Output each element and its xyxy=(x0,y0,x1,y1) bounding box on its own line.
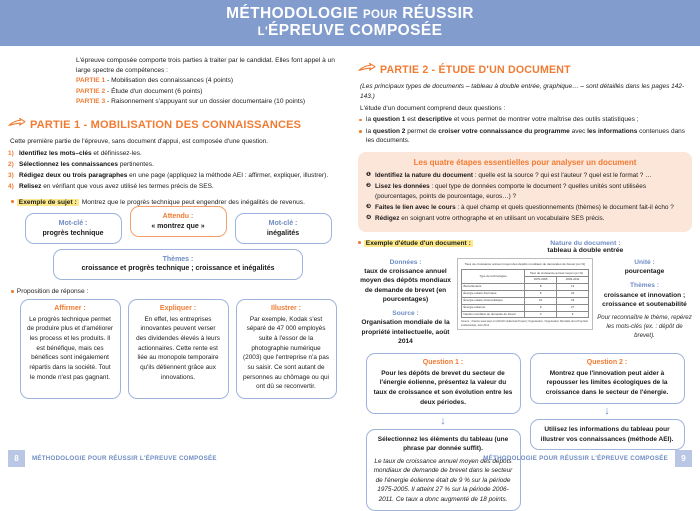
aei-boxes-row xyxy=(8,299,348,399)
doc-example-label: Exemple d'étude d'un document : xyxy=(365,240,471,248)
right-column xyxy=(356,52,692,503)
part2-heading xyxy=(358,61,692,79)
aei-box-expliquer xyxy=(128,299,229,399)
table-row-label: Énergie solaire photovoltaïque xyxy=(462,297,525,304)
intro-label-partie3: PARTIE 3 xyxy=(76,97,106,105)
table-row xyxy=(462,311,589,318)
part1-example-label: Exemple de sujet : xyxy=(18,199,77,207)
page-header xyxy=(0,0,700,46)
four-step-item xyxy=(366,171,684,181)
left-column xyxy=(8,52,356,464)
b2-pre: la xyxy=(366,127,373,135)
four-steps-panel xyxy=(358,152,692,232)
part2-bullet-2 xyxy=(358,127,692,147)
header-word-pour: POUR xyxy=(363,9,398,22)
page-number-right: 9 xyxy=(675,450,692,467)
header-word-l: L' xyxy=(257,26,268,38)
intro-label-partie1: PARTIE 1 xyxy=(76,77,106,85)
intro-label-partie2: PARTIE 2 xyxy=(76,87,106,95)
b1-post: et vous permet de montrer votre maîtrise des outils statistiques ; xyxy=(452,116,639,124)
b2-strong1: question 2 xyxy=(372,127,406,135)
question-box-1 xyxy=(366,353,521,414)
table-row xyxy=(462,284,589,291)
aei-title: Affirmer : xyxy=(54,304,86,312)
intro-line-3 xyxy=(76,97,348,107)
intro-block xyxy=(76,56,348,107)
pointing-hand-icon xyxy=(8,116,26,134)
step-bold: Faites le lien avec le cours xyxy=(375,203,456,211)
table-row-label: Énergie éolienne xyxy=(462,304,525,311)
question-body: Montrez que l'innovation peut aider à repousser les limites écologiques de la croissance dans le secteur de l'énergie. xyxy=(545,369,669,397)
part2-intro: L'étude d'un document comprend deux questions : xyxy=(360,104,506,112)
part1-intro: Cette première partie de l'épreuve, sans document d'appui, est composée d'une question. xyxy=(10,138,269,146)
step-rest: : quel type de données comporte le document ? quelles unités sont utilisées (pourcentages, points de pourcentage, euros…) ? xyxy=(375,183,647,200)
doc-example-label-row xyxy=(358,240,473,247)
table-header-row xyxy=(462,270,589,277)
footer-text-right: MÉTHODOLOGIE POUR RÉUSSIR L'ÉPREUVE COMPOSÉE xyxy=(483,455,668,462)
table-period-2: 2006-2011 xyxy=(557,277,589,284)
step-rest: et définissez-les. xyxy=(91,149,142,157)
step-marker: ❹ xyxy=(366,214,372,221)
part1-title: PARTIE 1 - MOBILISATION DES CONNAISSANCES xyxy=(30,119,302,132)
step-rest: en une page (appliquez la méthode AEI : affirmer, expliquer, illustrer). xyxy=(127,171,329,179)
table-cell-v2: 24 xyxy=(557,290,589,297)
part1-step xyxy=(8,171,348,181)
table-row-label: Énergie solaire thermique xyxy=(462,290,525,297)
table-row-label: Dépôts mondiaux de demande de brevet xyxy=(462,311,525,318)
question-title: Question 1 : xyxy=(422,359,464,367)
keyword-right-value: inégalités xyxy=(266,229,300,237)
step-number: 4) xyxy=(8,183,14,191)
proposal-label-row xyxy=(11,288,348,295)
b2-mid: permet de xyxy=(405,127,439,135)
part1-step xyxy=(8,160,348,170)
answer-title: Sélectionnez les éléments du tableau (une phrase par donnée suffit). xyxy=(377,435,509,453)
footer-left xyxy=(8,450,217,467)
four-steps-title: Les quatre étapes essentielles pour analyser un document xyxy=(413,158,637,167)
table-cell-v1: 9 xyxy=(525,304,557,311)
b1-strong1: question 1 xyxy=(372,116,406,124)
themes-value: croissance et progrès technique ; croissance et inégalités xyxy=(81,265,275,273)
part1-step xyxy=(8,182,348,192)
page-number-left: 8 xyxy=(8,450,25,467)
intro-text-partie3: - Raisonnement s'appuyant sur un dossier documentaire (10 points) xyxy=(105,97,306,105)
step-rest: : à quel champ et quels questionnements (thèmes) le document fait-il écho ? xyxy=(455,203,674,211)
aei-body: En effet, les entreprises innovantes peuvent verser des dividendes élevés à leurs actionnaires. Cette rente est liée au monopole temporaire qu'ils détiennent grâce aux innovations. xyxy=(136,315,220,381)
table-grid xyxy=(461,269,589,318)
themes-box xyxy=(53,249,303,280)
table-title: Taux de croissance annuel moyen des dépôts mondiaux de demandes de brevet (en %) xyxy=(464,262,586,267)
doc-theme-caption: Thèmes : xyxy=(630,282,659,290)
part2-bullet-1 xyxy=(358,115,692,125)
table-cell-v2: 6 xyxy=(557,311,589,318)
keyword-right-caption: Mot-clé : xyxy=(268,220,298,228)
pointing-hand-icon xyxy=(358,61,376,79)
table-cell-v2: 13 xyxy=(557,284,589,291)
b1-pre: la xyxy=(366,116,373,124)
intro-lead: L'épreuve composée comporte trois parties à traiter par le candidat. Elles font appel à un large spectre de compétences : xyxy=(76,57,335,75)
keyword-left-value: progrès technique xyxy=(42,229,104,237)
arrow-down-icon: ↓ xyxy=(604,404,610,417)
question-body: Pour les dépôts de brevet du secteur de l'énergie éolienne, présentez la valeur du taux de croissance et son évolution entre les deux périodes. xyxy=(373,369,513,406)
table-cell-v1: 3 xyxy=(525,311,557,318)
keyword-box-left xyxy=(25,213,122,244)
table-row xyxy=(462,304,589,311)
doc-source-value: Organisation mondiale de la propriété intellectuelle, août 2014 xyxy=(361,319,450,345)
page-footer xyxy=(0,444,700,470)
table-row xyxy=(462,297,589,304)
table-cell-v1: 10 xyxy=(525,297,557,304)
footer-right xyxy=(483,450,692,467)
part1-heading xyxy=(8,116,348,134)
doc-nature-caption: Nature du document : xyxy=(550,240,621,248)
four-step-item xyxy=(366,214,684,224)
part2-italic-note: (Les principaux types de documents – tableau à double entrée, graphique… – sont détaillés dans les pages 142-143.) xyxy=(360,83,685,100)
question-box-2 xyxy=(530,353,685,404)
b1-strong2: descriptive xyxy=(417,116,453,124)
doc-source-caption: Source : xyxy=(392,310,419,318)
part2-bullets xyxy=(358,115,692,146)
doc-analysis-row xyxy=(358,258,692,346)
footer-text-left: MÉTHODOLOGIE POUR RÉUSSIR L'ÉPREUVE COMPOSÉE xyxy=(32,455,217,462)
table-source: Source : d'après www.wipo.int (World Intellectual Property Organisation, Organisation Mondiale de la Propriété intellectuelle), août 2014. xyxy=(461,320,588,327)
proposal-label: Proposition de réponse : xyxy=(16,287,89,295)
page-body xyxy=(0,46,700,503)
b1-mid: est xyxy=(405,116,418,124)
themes-box-row xyxy=(8,249,348,280)
arrow-down-icon: ↓ xyxy=(440,414,446,427)
step-bold: Identifiez la nature du document xyxy=(375,172,473,179)
embedded-data-table xyxy=(457,258,593,330)
keyword-boxes-row xyxy=(8,213,348,244)
table-cell-v1: 8 xyxy=(525,284,557,291)
step-rest: en vérifiant que vous avez utilisé les termes précis de SES. xyxy=(41,183,214,191)
step-rest: pertinentes. xyxy=(118,160,154,168)
question-column-1 xyxy=(366,353,521,511)
header-word-reussir: RÉUSSIR xyxy=(402,5,474,23)
doc-theme-note: Pour reconnaître le thème, repérez les mots-clés (ex. : dépôt de brevet). xyxy=(597,314,692,339)
step-number: 2) xyxy=(8,160,14,168)
part2-title: PARTIE 2 - ÉTUDE D'UN DOCUMENT xyxy=(380,64,571,76)
expected-caption: Attendu : xyxy=(162,213,194,221)
header-word-epreuve-composee: ÉPREUVE COMPOSÉE xyxy=(268,22,443,39)
header-word-methodologie: MÉTHODOLOGIE xyxy=(226,5,359,23)
doc-data-caption: Données : xyxy=(389,259,422,267)
table-cell-v2: 27 xyxy=(557,304,589,311)
doc-data-block xyxy=(358,258,453,346)
step-marker: ❸ xyxy=(366,203,372,210)
step-marker: ❶ xyxy=(366,172,372,178)
table-period-1: 1975-2005 xyxy=(525,277,557,284)
part1-step xyxy=(8,149,348,159)
header-title-line2 xyxy=(258,23,443,40)
doc-data-value: taux de croissance annuel moyen des dépôts mondiaux de demande de brevet (en pourcentages) xyxy=(360,268,451,303)
b2-post: contenues dans les documents. xyxy=(366,127,686,145)
doc-nature-value: tableau à double entrée xyxy=(547,247,624,255)
answer-body: Le taux de croissance annuel moyen des dépôts mondiaux de demande de brevet dans le secteur de l'énergie éolienne était de 9 % sur la période 1975-2005. Il atteint 27 % sur la période 2006-2011. Ce taux a donc augmenté de 18 points. xyxy=(373,457,513,503)
step-bold: Lisez les données xyxy=(375,183,430,191)
step-number: 1) xyxy=(8,149,14,157)
part1-example-text: Montrez que le progrès technique peut engendrer des inégalités de revenus. xyxy=(81,199,305,207)
intro-line-1 xyxy=(76,76,348,86)
doc-nature-block xyxy=(479,240,692,254)
aei-title: Illustrer : xyxy=(271,304,301,312)
step-bold: Rédigez xyxy=(375,214,400,222)
aei-title: Expliquer : xyxy=(159,304,197,312)
b2-strong3: les informations xyxy=(587,127,638,135)
four-step-item xyxy=(366,182,684,201)
step-rest: : quelle est la source ? qui est l'auteur ? quel est le format ? … xyxy=(473,172,652,179)
themes-caption: Thèmes : xyxy=(162,255,194,263)
table-cell-v2: 23 xyxy=(557,297,589,304)
question-title: Question 2 : xyxy=(586,359,628,367)
intro-line-2 xyxy=(76,87,348,97)
doc-unit-block xyxy=(597,258,692,341)
answer-title: Utilisez les informations du tableau pour illustrer vos connaissances (méthode AEI). xyxy=(540,425,674,443)
questions-row xyxy=(358,353,692,511)
expected-box xyxy=(130,206,227,237)
table-cell-v1: 5 xyxy=(525,290,557,297)
table-col-head-right: Taux de croissance annuel moyen (en %) xyxy=(525,270,589,277)
part1-example-row xyxy=(11,199,348,206)
expected-value: « montrez que » xyxy=(151,222,205,230)
four-step-item xyxy=(366,203,684,213)
table-row-label: Biocarburants xyxy=(462,284,525,291)
step-bold: Sélectionnez les connaissances xyxy=(19,160,118,168)
aei-body: Par exemple, Kodak s'est séparé de 47 000 employés suite à l'essor de la photographie numérique (2003) que l'entreprise n'a pas su saisir. Ce sont autant de personnes au chômage ou qui ont dû se reconvertir. xyxy=(243,315,329,391)
step-bold: Rédigez deux ou trois paragraphes xyxy=(19,171,128,179)
b2-mid2: avec xyxy=(569,127,588,135)
question-column-2 xyxy=(530,353,685,511)
header-title-line1 xyxy=(226,6,474,23)
keyword-left-caption: Mot-clé : xyxy=(58,220,88,228)
step-rest: en soignant votre orthographe et en utilisant un vocabulaire SES précis. xyxy=(399,214,605,222)
step-marker: ❷ xyxy=(366,183,372,190)
doc-example-header xyxy=(358,240,692,254)
intro-text-partie2: - Étude d'un document (6 points) xyxy=(105,87,203,95)
four-steps-list xyxy=(366,171,684,224)
part1-steps-list xyxy=(8,149,348,192)
aei-box-illustrer xyxy=(236,299,337,399)
aei-body: Le progrès technique permet de produire plus et d'améliorer les process et les produits. Il est bénéfique, mais ces bénéfices sont inégalement répartis dans la société. Tout le monde n'est pas gagnant. xyxy=(26,315,114,381)
table-row xyxy=(462,290,589,297)
b2-strong2: croiser votre connaissance du programme xyxy=(438,127,570,135)
keyword-box-right xyxy=(235,213,332,244)
doc-theme-value: croissance et innovation ; croissance et soutenabilité xyxy=(602,291,687,308)
step-number: 3) xyxy=(8,171,14,179)
doc-unit-caption: Unité : xyxy=(634,259,655,267)
intro-text-partie1: - Mobilisation des connaissances (4 points) xyxy=(105,77,234,85)
step-bold: Identifiez les mots–clés xyxy=(19,149,92,157)
step-bold: Relisez xyxy=(19,183,42,191)
aei-box-affirmer xyxy=(20,299,121,399)
doc-unit-value: pourcentage xyxy=(624,268,665,276)
table-col-head-left: Type de technologies xyxy=(462,270,525,284)
